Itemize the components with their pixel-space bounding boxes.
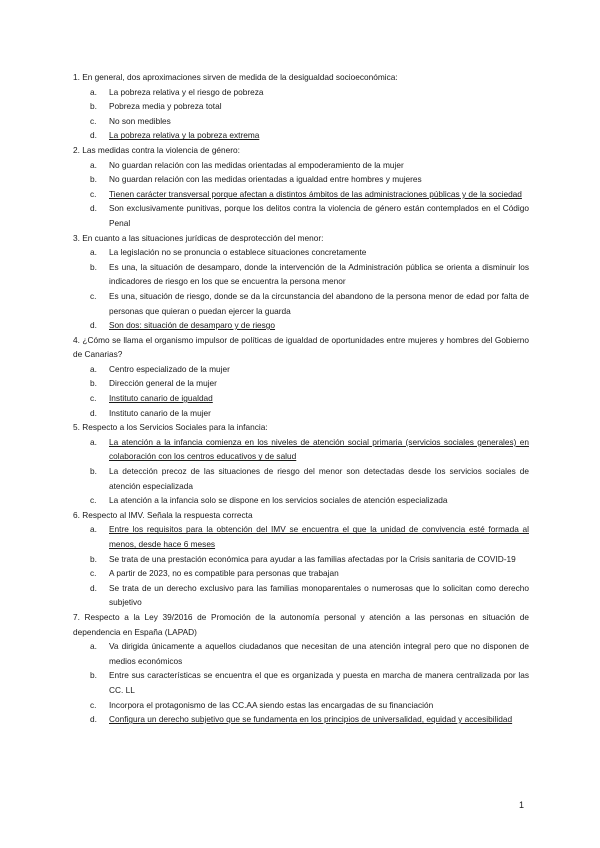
option-text: No guardan relación con las medidas orientadas al empoderamiento de la mujer: [109, 159, 404, 170]
option-text: Es una, la situación de desamparo, donde la intervención de la Administración pública se orienta a disminuir los indicadores de riesgo en los que se encuentra la persona menor: [109, 261, 529, 287]
option-letter: a.: [90, 436, 97, 447]
answer-option-correct: [73, 128, 529, 143]
answer-option: [73, 376, 529, 391]
answer-option: [73, 493, 529, 508]
option-letter: b.: [90, 174, 97, 185]
option-text: A partir de 2023, no es compatible para personas que trabajan: [109, 568, 339, 579]
option-text: No son medibles: [109, 115, 171, 126]
question-text: 4. ¿Cómo se llama el organismo impulsor de políticas de igualdad de oportunidades entre mujeres y hombres del Gobierno de Canarias?: [73, 334, 529, 360]
option-text: Va dirigida únicamente a aquellos ciudadanos que necesitan de una atención integral pero que no disponen de medios económicos: [109, 641, 529, 666]
answer-options: [73, 639, 529, 727]
option-text: Es una, situación de riesgo, donde se da la circunstancia del abandono de la persona menor de edad por falta de personas que quieran o puedan ejercer la guarda: [109, 290, 529, 316]
question-text: 1. En general, dos aproximaciones sirven de medida de la desigualdad socioeconómica:: [73, 72, 398, 82]
option-text: Se trata de una prestación económica para ayudar a las familias afectadas por la Crisis sanitaria de COVID-19: [109, 553, 516, 564]
option-letter: d.: [90, 714, 97, 725]
option-text: La pobreza relativa y la pobreza extrema: [109, 130, 260, 141]
question-text: 5. Respecto a los Servicios Sociales para la infancia:: [73, 422, 268, 433]
question-block: [73, 420, 529, 508]
answer-option-correct: [73, 435, 529, 464]
option-letter: c.: [90, 393, 97, 404]
answer-option: [73, 464, 529, 493]
question-block: [73, 333, 529, 421]
option-text: La atención a la infancia comienza en los niveles de atención social primaria (servicios sociales generales) en colaboración con los centros educativos y de salud: [109, 436, 529, 462]
option-text: Entre los requisitos para la obtención del IMV se encuentra el que la unidad de convivencia esté formada al menos, desde hace 6 meses: [109, 524, 529, 549]
option-text: La pobreza relativa y el riesgo de pobreza: [109, 86, 264, 97]
option-letter: a.: [90, 159, 97, 170]
answer-option: [73, 99, 529, 114]
question-block: [73, 508, 529, 610]
answer-option: [73, 581, 529, 610]
option-letter: b.: [90, 261, 97, 272]
answer-option: [73, 245, 529, 260]
answer-options: [73, 158, 529, 231]
option-letter: b.: [90, 101, 97, 112]
answer-options: [73, 435, 529, 508]
answer-option: [73, 668, 529, 697]
answer-option: [73, 85, 529, 100]
answer-option: [73, 362, 529, 377]
answer-option: [73, 406, 529, 421]
option-letter: a.: [90, 641, 97, 652]
option-letter: b.: [90, 553, 97, 564]
option-text: Son dos: situación de desamparo y de riesgo: [109, 320, 276, 331]
option-text: Tienen carácter transversal porque afectan a distintos ámbitos de las administraciones públicas y de la sociedad: [109, 188, 522, 199]
option-text: Dirección general de la mujer: [109, 378, 217, 389]
answer-option: [73, 552, 529, 567]
answer-option: [73, 158, 529, 173]
option-letter: c.: [90, 115, 97, 126]
option-letter: a.: [90, 524, 97, 535]
answer-options: [73, 522, 529, 610]
option-text: Son exclusivamente punitivas, porque los delitos contra la violencia de género están contemplados en el Código Penal: [109, 203, 529, 228]
question-block: [73, 231, 529, 333]
option-letter: d.: [90, 407, 97, 418]
answer-options: [73, 85, 529, 143]
page-number: 1: [519, 800, 525, 810]
option-letter: a.: [90, 247, 97, 258]
option-text: Configura un derecho subjetivo que se fundamenta en los principios de universalidad, equidad y accesibilidad: [109, 714, 513, 725]
answer-option-correct: [73, 522, 529, 551]
option-letter: d.: [90, 582, 97, 593]
answer-option: [73, 114, 529, 129]
option-letter: a.: [90, 363, 97, 374]
question-block: [73, 70, 529, 143]
option-letter: b.: [90, 378, 97, 389]
option-letter: d.: [90, 320, 97, 331]
option-letter: b.: [90, 466, 97, 477]
option-letter: b.: [90, 670, 97, 681]
option-text: Centro especializado de la mujer: [109, 363, 230, 374]
answer-option-correct: [73, 712, 529, 727]
option-letter: c.: [90, 568, 97, 579]
answer-option: [73, 698, 529, 713]
option-text: La detección precoz de las situaciones de riesgo del menor son detectadas desde los servicios sociales de atención especializada: [109, 466, 529, 491]
answer-option-correct: [73, 318, 529, 333]
option-letter: c.: [90, 188, 97, 199]
answer-option: [73, 289, 529, 318]
option-text: Incorpora el protagonismo de las CC.AA siendo estas las encargadas de su financiación: [109, 699, 434, 710]
option-letter: a.: [90, 86, 97, 97]
question-text: 3. En cuanto a las situaciones jurídicas de desprotección del menor:: [73, 232, 324, 243]
option-text: No guardan relación con las medidas orientadas a igualdad entre hombres y mujeres: [109, 174, 422, 185]
option-text: Instituto canario de la mujer: [109, 407, 211, 418]
answer-option: [73, 260, 529, 289]
option-text: Instituto canario de igualdad: [109, 393, 213, 404]
answer-option: [73, 172, 529, 187]
option-text: Se trata de un derecho exclusivo para las familias monoparentales o numerosas que lo solicitan como derecho subjetivo: [109, 582, 529, 608]
answer-options: [73, 245, 529, 333]
option-text: La legislación no se pronuncia o establece situaciones concretamente: [109, 247, 367, 258]
answer-option-correct: [73, 187, 529, 202]
answer-options: [73, 362, 529, 420]
option-letter: c.: [90, 495, 97, 506]
question-text: 6. Respecto al IMV. Señala la respuesta correcta: [73, 509, 253, 520]
answer-option: [73, 201, 529, 230]
option-letter: d.: [90, 130, 97, 141]
question-text: 7. Respecto a la Ley 39/2016 de Promoción de la autonomía personal y atención a las personas en situación de dependencia en España (LAPAD): [73, 611, 529, 637]
option-letter: d.: [90, 203, 97, 214]
questionnaire: [73, 70, 529, 727]
option-text: La atención a la infancia solo se dispone en los servicios sociales de atención especializada: [109, 495, 448, 506]
question-block: [73, 143, 529, 231]
answer-option: [73, 566, 529, 581]
question-block: [73, 610, 529, 727]
option-letter: c.: [90, 699, 97, 710]
question-text: 2. Las medidas contra la violencia de género:: [73, 144, 240, 155]
option-text: Pobreza media y pobreza total: [109, 101, 222, 112]
option-text: Entre sus características se encuentra el que es organizada y puesta en marcha de manera centralizada por las CC. LL: [109, 670, 529, 695]
answer-option-correct: [73, 391, 529, 406]
answer-option: [73, 639, 529, 668]
option-letter: c.: [90, 290, 97, 301]
